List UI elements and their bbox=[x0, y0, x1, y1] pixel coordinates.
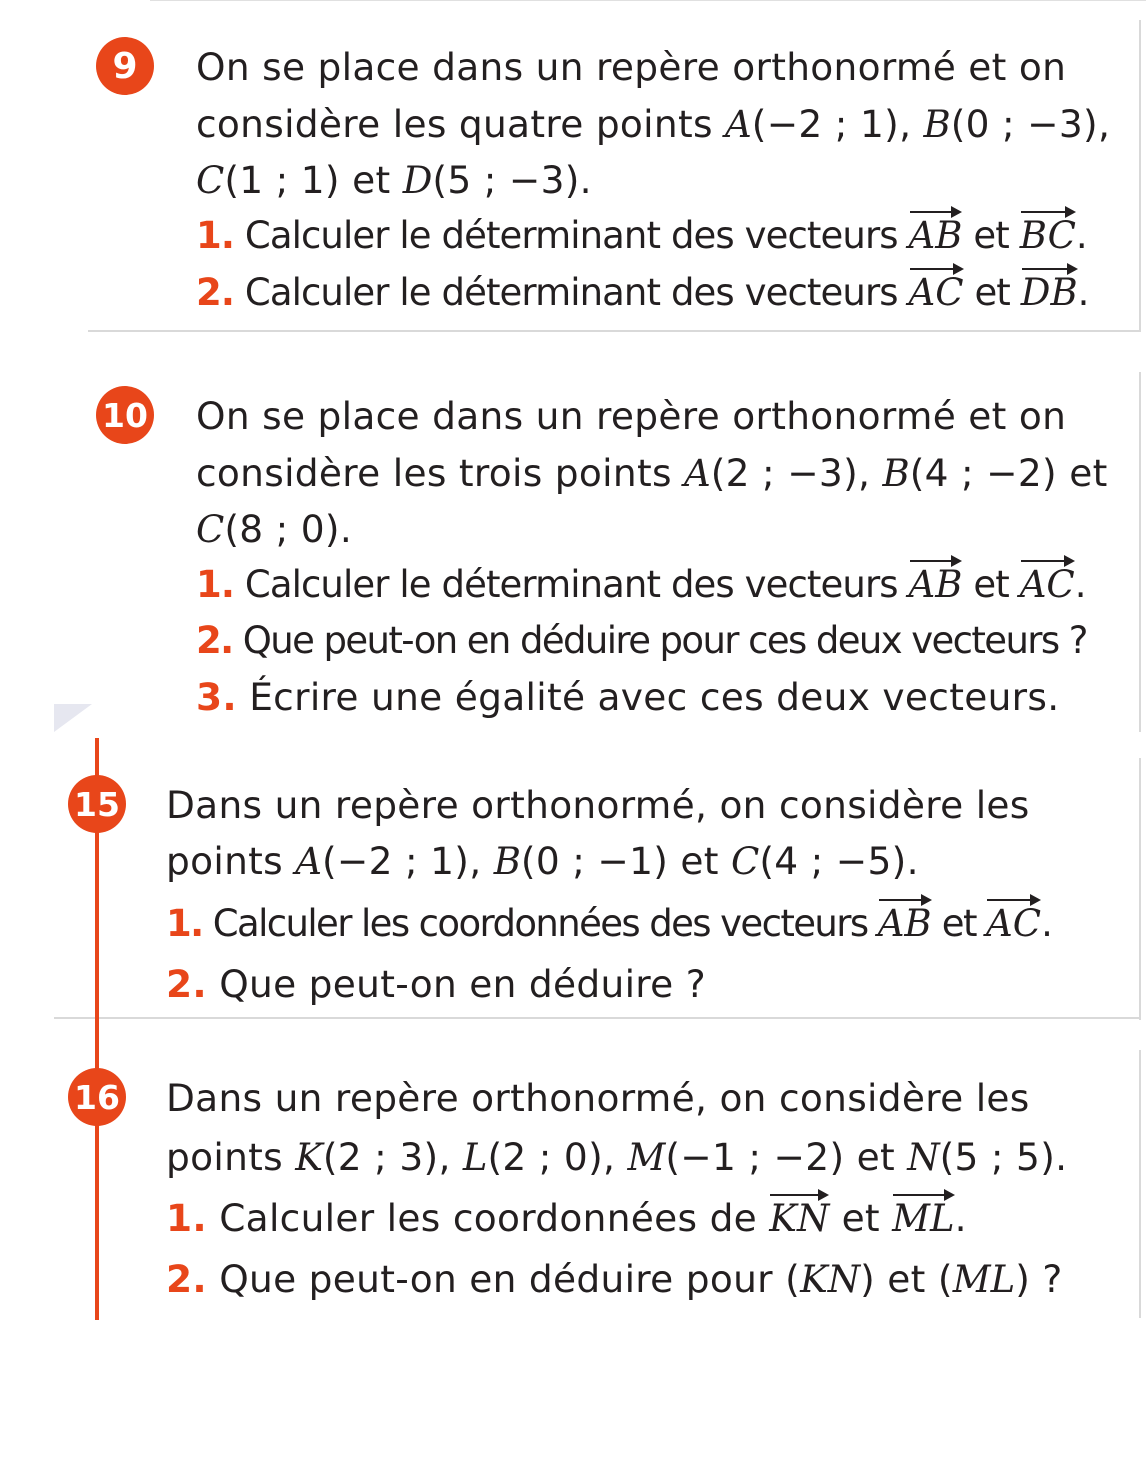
decorative-triangle bbox=[54, 704, 92, 732]
vector-ab: AB bbox=[878, 895, 932, 953]
exercise-number-badge: 16 bbox=[68, 1068, 126, 1126]
intro-line: C(8 ; 0). bbox=[196, 507, 353, 551]
exercise-number-badge: 10 bbox=[96, 386, 154, 444]
right-rule-3 bbox=[1139, 758, 1141, 1020]
intro-line: On se place dans un repère orthonormé et on bbox=[196, 45, 1067, 89]
intro-line: points K(2 ; 3), L(2 ; 0), M(−1 ; −2) et N(5 ; 5). bbox=[166, 1135, 1068, 1179]
question-2: 2. Que peut-on en déduire ? bbox=[166, 962, 706, 1006]
intro-line: points A(−2 ; 1), B(0 ; −1) et C(4 ; −5). bbox=[166, 839, 919, 883]
question-3: 3. Écrire une égalité avec ces deux vecteurs. bbox=[196, 675, 1060, 719]
top-rule bbox=[150, 0, 1146, 1]
intro-line: Dans un repère orthonormé, on considère les bbox=[166, 783, 1030, 827]
intro-line: On se place dans un repère orthonormé et on bbox=[196, 394, 1067, 438]
exercise-number-badge: 15 bbox=[68, 775, 126, 833]
line-ml: ML bbox=[952, 1258, 1016, 1301]
question-2: 2. Que peut-on en déduire pour ces deux vecteurs ? bbox=[196, 619, 1087, 662]
vector-db: DB bbox=[1021, 264, 1078, 322]
right-rule-1 bbox=[1139, 20, 1141, 332]
question-1: 1. Calculer le déterminant des vecteurs AB et BC. bbox=[196, 207, 1087, 265]
intro-line: considère les quatre points A(−2 ; 1), B(0 ; −3), bbox=[196, 102, 1111, 146]
right-rule-4 bbox=[1139, 1050, 1141, 1318]
vector-ac: AC bbox=[986, 895, 1041, 953]
question-1: 1. Calculer le déterminant des vecteurs AB et AC. bbox=[196, 556, 1086, 614]
vector-bc: BC bbox=[1020, 207, 1076, 265]
question-1: 1. Calculer les coordonnées de KN et ML. bbox=[166, 1189, 967, 1247]
question-1: 1. Calculer les coordonnées des vecteurs AB et AC. bbox=[166, 895, 1051, 953]
line-kn: KN bbox=[800, 1258, 861, 1301]
intro-line: considère les trois points A(2 ; −3), B(4 ; −2) et bbox=[196, 451, 1108, 495]
right-rule-2 bbox=[1139, 372, 1141, 732]
vector-ac: AC bbox=[1020, 556, 1075, 614]
separator-15-16 bbox=[54, 1017, 1141, 1019]
vector-ab: AB bbox=[909, 207, 963, 265]
vector-ac: AC bbox=[909, 264, 964, 322]
exercise-number-badge: 9 bbox=[96, 37, 154, 95]
intro-line: Dans un repère orthonormé, on considère les bbox=[166, 1076, 1030, 1120]
intro-line: C(1 ; 1) et D(5 ; −3). bbox=[196, 158, 592, 202]
separator-9-10 bbox=[88, 330, 1141, 332]
vector-kn: KN bbox=[769, 1190, 829, 1248]
question-2: 2. Calculer le déterminant des vecteurs AC et DB. bbox=[196, 264, 1089, 322]
vector-ml: ML bbox=[892, 1190, 954, 1248]
vector-ab: AB bbox=[909, 556, 963, 614]
question-2: 2. Que peut-on en déduire pour (KN) et (ML) ? bbox=[166, 1257, 1063, 1301]
